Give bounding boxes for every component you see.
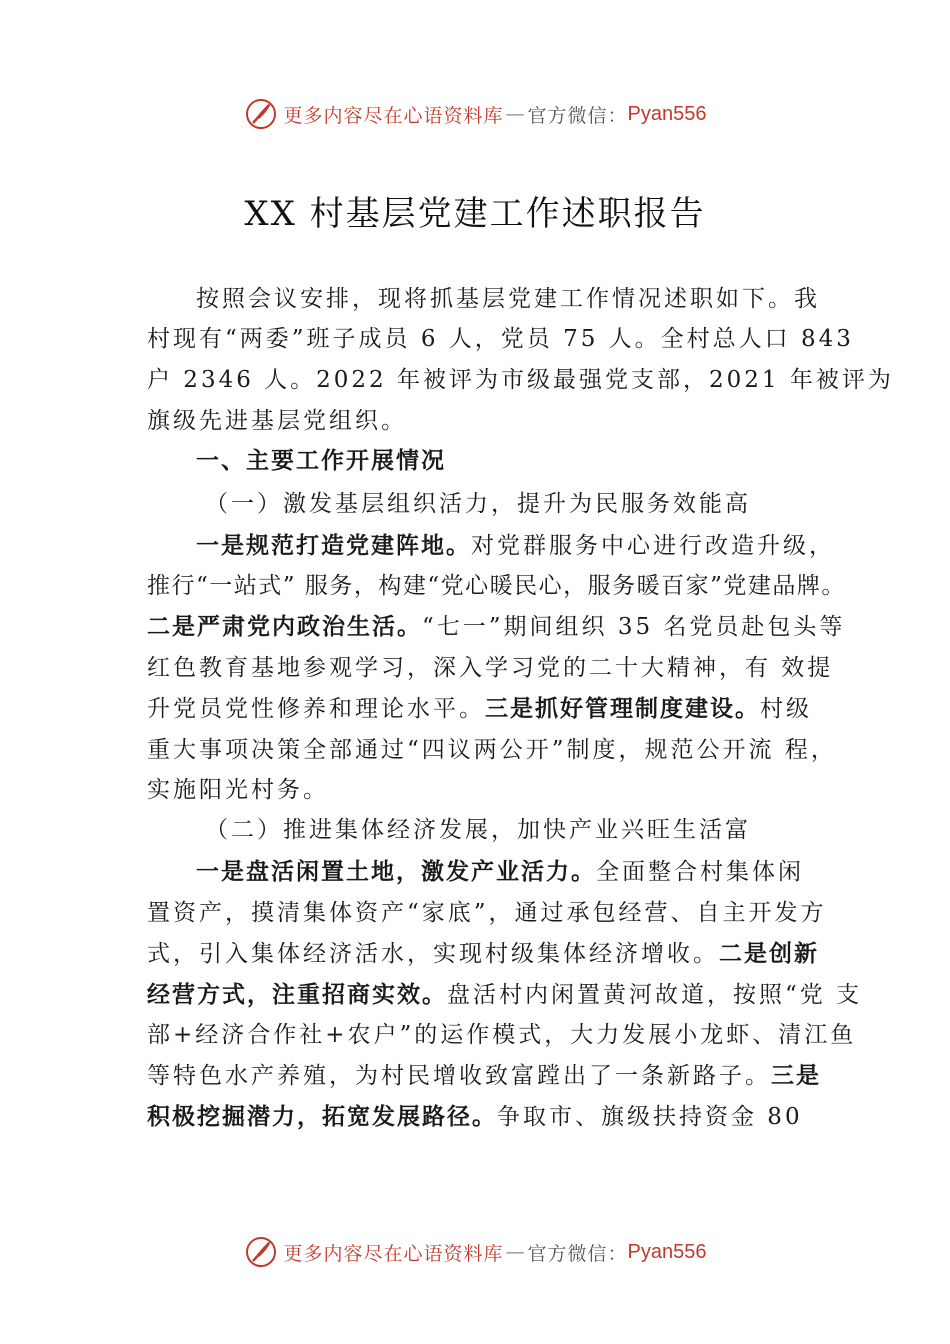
watermark-text: 更多内容尽在心语资料库 bbox=[283, 1242, 504, 1265]
watermark-wechat-id: Pyan556 bbox=[627, 102, 707, 125]
bold-lead: 三是 bbox=[771, 1063, 821, 1089]
bold-lead: 经营方式，注重招商实效。 bbox=[147, 982, 447, 1008]
paragraph-line: 部+经济合作社+农户”的运作模式，大力发展小龙虾、清江鱼 bbox=[147, 1022, 857, 1048]
paragraph-line: 旗级先进基层党组织。 bbox=[147, 408, 407, 434]
line-text: 对党群服务中心进行改造升级， bbox=[471, 533, 835, 559]
document-title: XX 村基层党建工作述职报告 bbox=[244, 194, 706, 234]
subsection-heading: （二）推进集体经济发展，加快产业兴旺生活富 bbox=[205, 817, 751, 843]
watermark-dash: — bbox=[505, 103, 526, 125]
section-heading: 一、主要工作开展情况 bbox=[196, 448, 446, 474]
quill-logo-icon bbox=[244, 1235, 278, 1269]
paragraph-line: 户 2346 人。2022 年被评为市级最强党支部，2021 年被评为 bbox=[147, 367, 894, 393]
bold-lead: 二是严肃党内政治生活。 bbox=[147, 614, 422, 640]
watermark-footer bbox=[0, 1235, 950, 1269]
bold-lead: 二是创新 bbox=[719, 941, 819, 967]
paragraph-line: 村现有“两委”班子成员 6 人，党员 75 人。全村总人口 843 bbox=[147, 326, 854, 352]
paragraph-line bbox=[196, 531, 856, 561]
watermark-dash: — bbox=[505, 1241, 526, 1263]
paragraph-line: 置资产，摸清集体资产“家底”，通过承包经营、自主开发方 bbox=[147, 900, 827, 926]
line-text: 式，引入集体经济活水，实现村级集体经济增收。 bbox=[147, 941, 719, 967]
line-text: 争取市、旗级扶持资金 80 bbox=[497, 1104, 803, 1130]
paragraph-line: 重大事项决策全部通过“四议两公开”制度，规范公开流 程， bbox=[147, 737, 837, 763]
paragraph-line bbox=[147, 694, 812, 724]
bold-lead: 积极挖掘潜力，拓宽发展路径。 bbox=[147, 1104, 497, 1130]
line-text: 村级 bbox=[760, 696, 812, 722]
watermark-text: 更多内容尽在心语资料库 bbox=[283, 104, 504, 127]
bold-lead: 一是盘活闲置土地，激发产业活力。 bbox=[196, 859, 596, 885]
line-text: 等特色水产养殖，为村民增收致富蹚出了一条新路子。 bbox=[147, 1063, 771, 1089]
paragraph-line: 红色教育基地参观学习，深入学习党的二十大精神，有 效提 bbox=[147, 655, 834, 681]
paragraph-line bbox=[196, 857, 856, 887]
watermark-wechat-label: 官方微信： bbox=[527, 104, 628, 127]
watermark-header bbox=[0, 97, 950, 131]
paragraph-line bbox=[147, 612, 846, 642]
subsection-heading: （一）激发基层组织活力，提升为民服务效能高 bbox=[205, 491, 751, 517]
line-text: 全面整合村集体闲 bbox=[596, 859, 804, 885]
bold-lead: 三是抓好管理制度建设。 bbox=[485, 696, 760, 722]
bold-lead: 一是规范打造党建阵地。 bbox=[196, 533, 471, 559]
paragraph-line: 按照会议安排，现将抓基层党建工作情况述职如下。我 bbox=[196, 286, 820, 312]
watermark-wechat-label: 官方微信： bbox=[527, 1242, 628, 1265]
quill-logo-icon bbox=[244, 97, 278, 131]
paragraph-line: 推行“一站式” 服务，构建“党心暖民心，服务暖百家”党建品牌。 bbox=[147, 573, 846, 599]
line-text: 盘活村内闲置黄河故道，按照“党 支 bbox=[447, 982, 863, 1008]
paragraph-line bbox=[147, 980, 863, 1010]
line-text: 升党员党性修养和理论水平。 bbox=[147, 696, 485, 722]
paragraph-line bbox=[147, 1102, 807, 1132]
line-text: “七一”期间组织 35 名党员赴包头等 bbox=[422, 614, 846, 640]
paragraph-line: 实施阳光村务。 bbox=[147, 777, 329, 803]
paragraph-line bbox=[147, 1061, 821, 1091]
watermark-wechat-id: Pyan556 bbox=[627, 1240, 707, 1263]
paragraph-line bbox=[147, 939, 819, 969]
